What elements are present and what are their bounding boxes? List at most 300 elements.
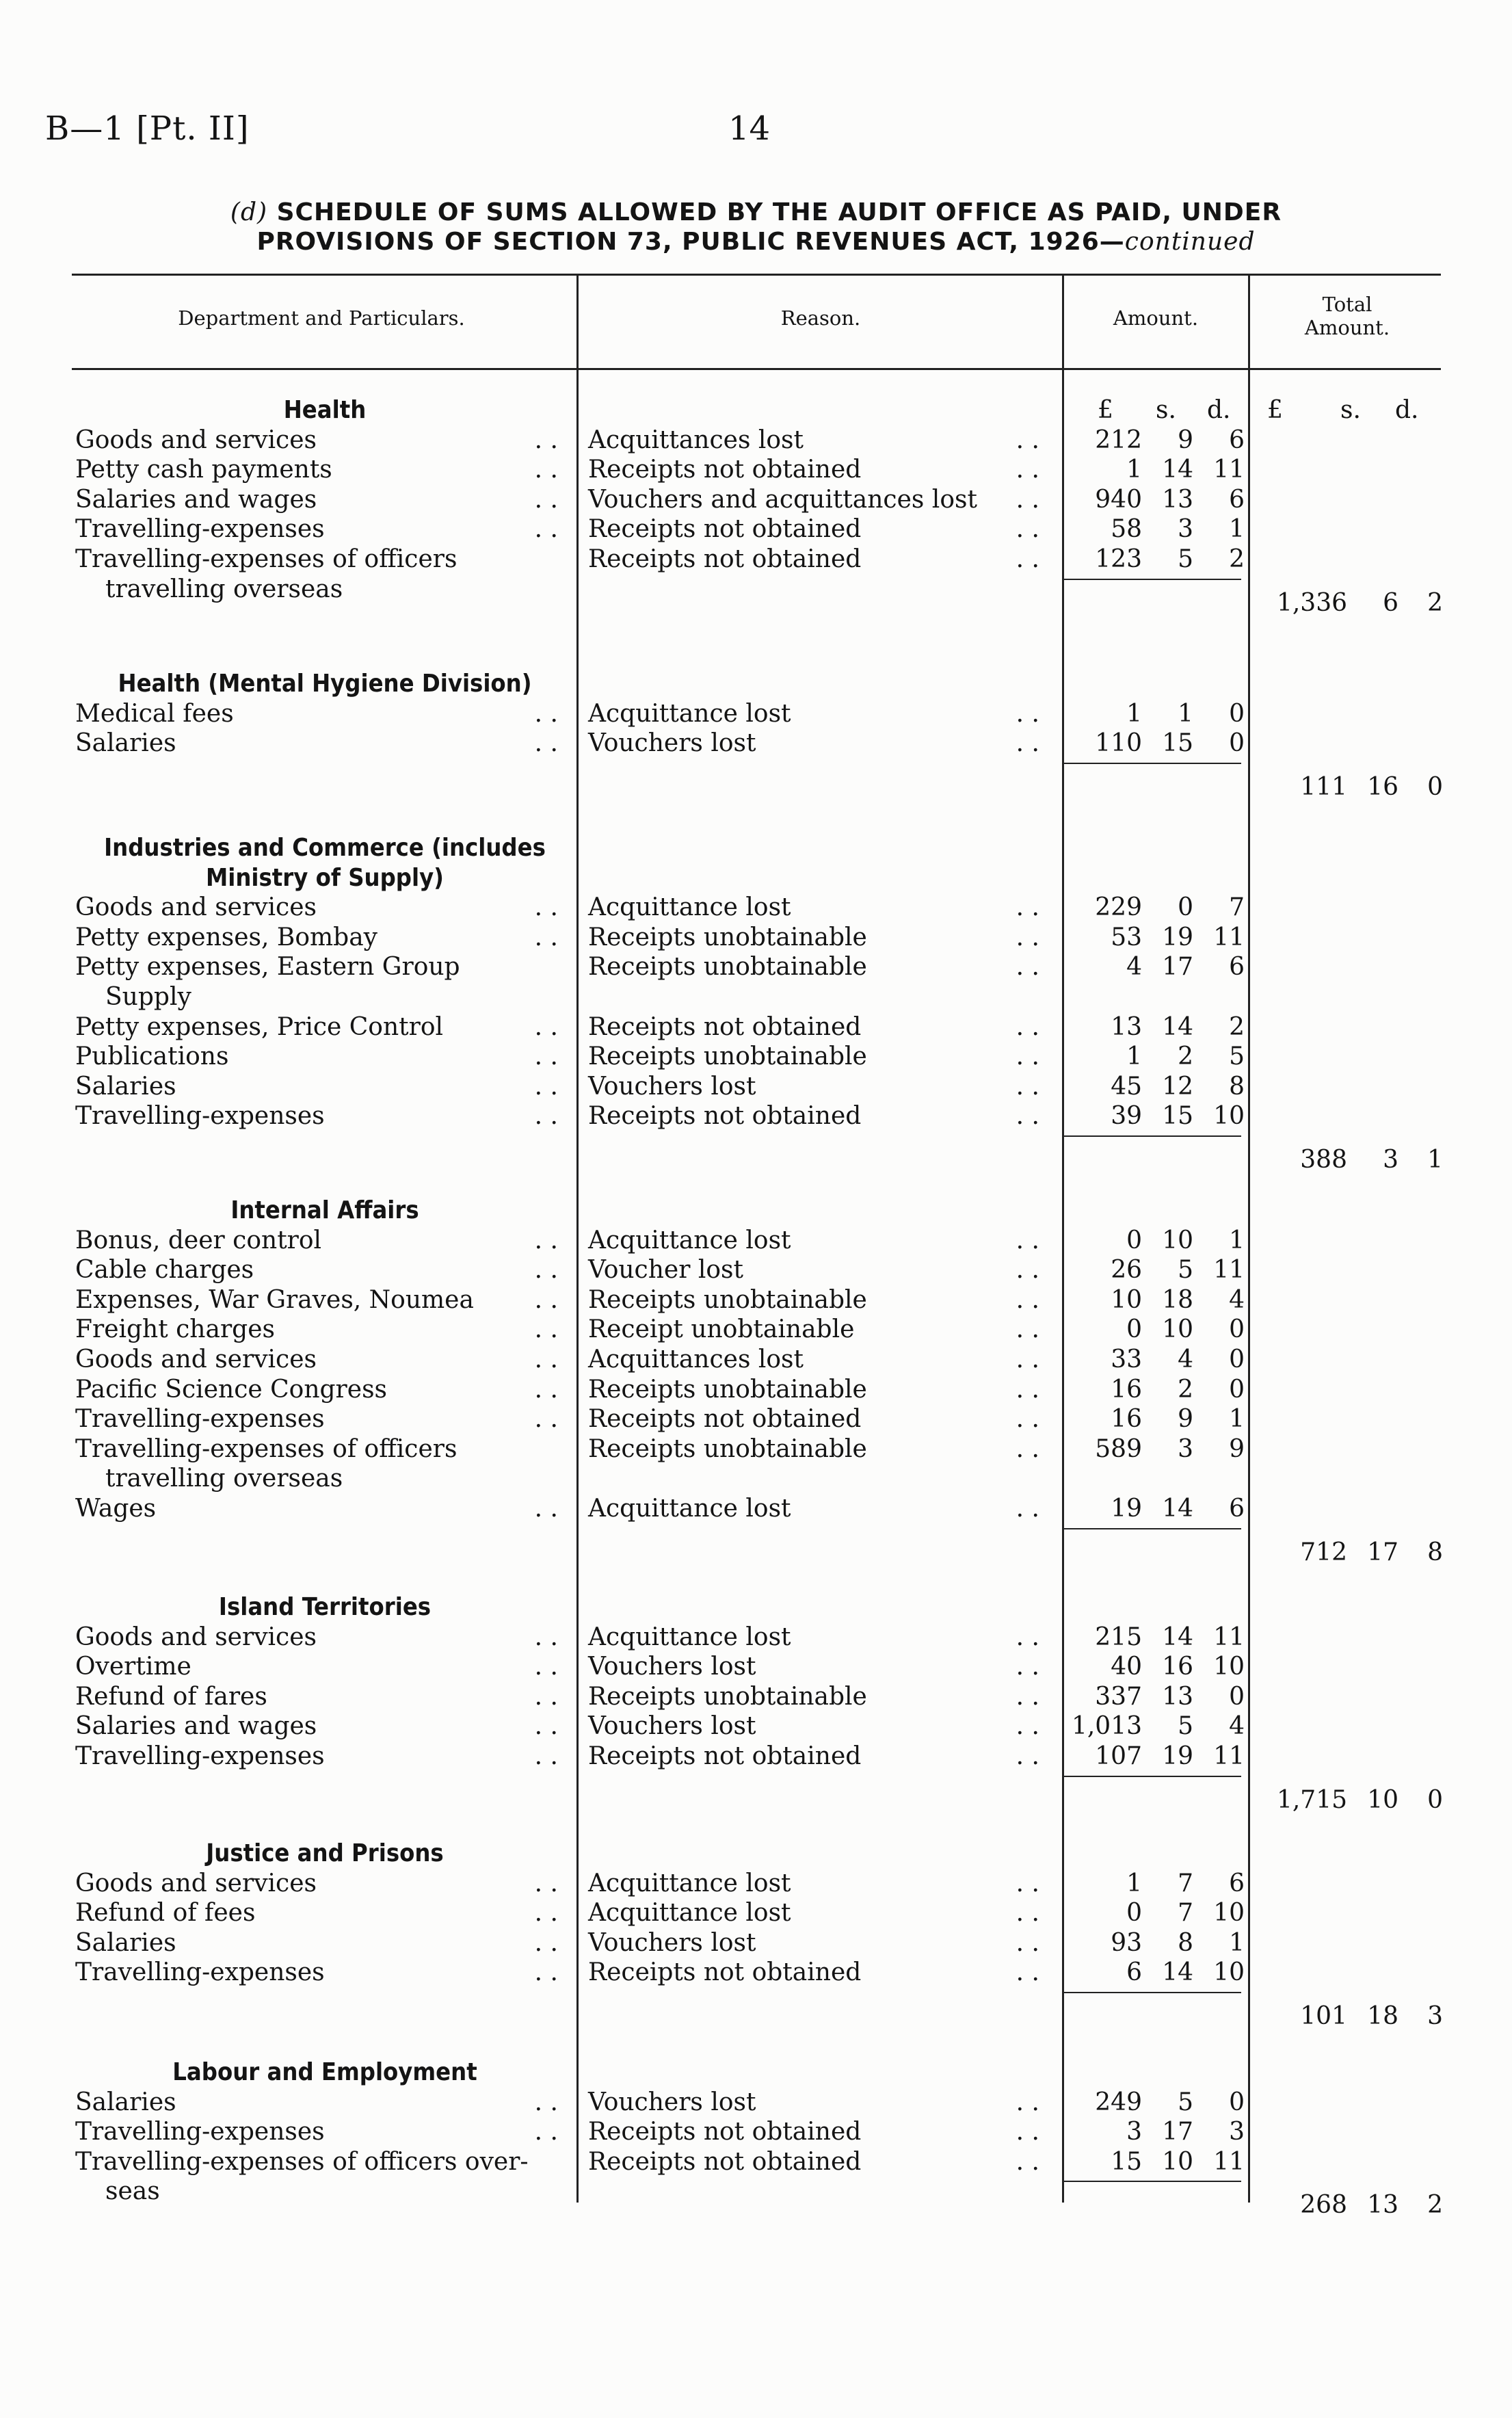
- section-title: Industries and Commerce (includes: [104, 834, 546, 862]
- leader-dots: . .: [534, 425, 558, 454]
- row-reason: Acquittance lost . .: [588, 1869, 1039, 1897]
- amount-pence: 11: [1213, 1742, 1245, 1770]
- amount-pounds: 337: [1095, 1682, 1142, 1711]
- row-particulars-continued: travelling overseas: [105, 575, 343, 603]
- row-particulars: Travelling-expenses . .: [75, 1102, 558, 1131]
- header-reason: Reason.: [780, 306, 861, 330]
- row-particulars: Refund of fares . .: [75, 1682, 558, 1711]
- leader-dots: . .: [534, 1682, 558, 1711]
- row-reason: Receipts unobtainable . .: [588, 1375, 1039, 1404]
- total-shillings: 3: [1383, 1146, 1398, 1174]
- leader-dots: . .: [1016, 456, 1039, 484]
- row-reason: Acquittance lost . .: [588, 1226, 1039, 1254]
- row-particulars: Goods and services . .: [75, 1869, 558, 1897]
- row-particulars: Petty cash payments . .: [75, 456, 558, 484]
- row-particulars: Refund of fees . .: [75, 1899, 558, 1928]
- unit-pound: £: [1098, 396, 1113, 424]
- amount-shillings: 13: [1162, 485, 1193, 514]
- row-reason: Vouchers lost . .: [588, 1072, 1039, 1101]
- unit-total-pence: d.: [1395, 396, 1419, 424]
- leader-dots: . .: [1016, 545, 1039, 573]
- header-bottom-rule: [72, 368, 1441, 370]
- leader-dots: . .: [534, 1256, 558, 1285]
- amount-shillings: 7: [1178, 1899, 1193, 1928]
- total-pounds: 1,336: [1276, 588, 1347, 617]
- amount-shillings: 14: [1162, 1495, 1193, 1523]
- amount-pounds: 58: [1111, 515, 1142, 544]
- row-reason: Voucher lost . .: [588, 1256, 1039, 1285]
- amount-shillings: 17: [1162, 953, 1193, 982]
- row-reason: Receipts unobtainable . .: [588, 953, 1039, 982]
- amount-pounds: 19: [1111, 1495, 1142, 1523]
- amount-pence: 0: [1229, 699, 1245, 728]
- amount-shillings: 10: [1162, 1226, 1193, 1254]
- leader-dots: . .: [534, 923, 558, 951]
- row-particulars: Travelling-expenses of officers over-: [75, 2147, 529, 2176]
- amount-pence: 3: [1229, 2118, 1245, 2146]
- leader-dots: . .: [534, 1405, 558, 1434]
- subtotal-rule: [1063, 1776, 1241, 1777]
- amount-pounds: 229: [1095, 893, 1142, 922]
- row-particulars-continued: seas: [105, 2177, 160, 2206]
- amount-pounds: 1: [1126, 456, 1142, 484]
- row-reason: Acquittance lost . .: [588, 1899, 1039, 1928]
- leader-dots: . .: [534, 1869, 558, 1897]
- amount-pence: 5: [1229, 1042, 1245, 1071]
- leader-dots: . .: [534, 1375, 558, 1404]
- amount-shillings: 14: [1162, 1958, 1193, 1987]
- leader-dots: . .: [534, 1285, 558, 1314]
- page-number: 14: [728, 109, 771, 148]
- row-reason: Vouchers lost . .: [588, 1653, 1039, 1681]
- amount-pounds: 123: [1095, 545, 1142, 573]
- leader-dots: . .: [1016, 893, 1039, 922]
- row-reason: Receipt unobtainable . .: [588, 1315, 1039, 1344]
- amount-pence: 8: [1229, 1072, 1245, 1101]
- row-particulars: Salaries . .: [75, 1928, 558, 1957]
- total-pence: 2: [1427, 2191, 1443, 2220]
- section-title-line-2: Ministry of Supply): [206, 863, 444, 892]
- leader-dots: . .: [534, 1495, 558, 1523]
- leader-dots: . .: [534, 485, 558, 514]
- total-pounds: 712: [1300, 1538, 1347, 1566]
- unit-pence: d.: [1207, 396, 1231, 424]
- amount-pence: 11: [1213, 456, 1245, 484]
- amount-pence: 0: [1229, 1315, 1245, 1344]
- amount-shillings: 8: [1178, 1928, 1193, 1957]
- row-reason: Receipts not obtained . .: [588, 515, 1039, 544]
- amount-shillings: 9: [1178, 425, 1193, 454]
- row-particulars: Expenses, War Graves, Noumea . .: [75, 1285, 558, 1314]
- leader-dots: . .: [1016, 1899, 1039, 1928]
- leader-dots: . .: [534, 515, 558, 544]
- leader-dots: . .: [534, 1742, 558, 1770]
- unit-total-shilling: s.: [1340, 396, 1361, 424]
- total-pence: 3: [1427, 2002, 1443, 2030]
- row-particulars: Travelling-expenses of officers: [75, 545, 457, 573]
- header-total-line-1: Total: [1322, 293, 1372, 316]
- row-particulars: Salaries and wages . .: [75, 1712, 558, 1741]
- leader-dots: . .: [534, 1012, 558, 1041]
- amount-pounds: 33: [1111, 1345, 1142, 1374]
- amount-pence: 1: [1229, 1405, 1245, 1434]
- leader-dots: . .: [1016, 1682, 1039, 1711]
- row-reason: Vouchers and acquittances lost . .: [588, 485, 1039, 514]
- total-pence: 0: [1427, 1785, 1443, 1814]
- leader-dots: . .: [1016, 2147, 1039, 2176]
- row-reason: Receipts not obtained . .: [588, 1012, 1039, 1041]
- leader-dots: . .: [1016, 1742, 1039, 1770]
- amount-shillings: 5: [1178, 2088, 1193, 2116]
- amount-pounds: 0: [1126, 1315, 1142, 1344]
- amount-pence: 1: [1229, 1226, 1245, 1254]
- amount-pounds: 16: [1111, 1405, 1142, 1434]
- section-title: Internal Affairs: [230, 1196, 419, 1224]
- amount-pence: 6: [1229, 485, 1245, 514]
- title-suffix: continued: [1124, 228, 1256, 256]
- row-reason: Receipts not obtained . .: [588, 1742, 1039, 1770]
- amount-shillings: 7: [1178, 1869, 1193, 1897]
- amount-pounds: 39: [1111, 1102, 1142, 1131]
- leader-dots: . .: [534, 893, 558, 922]
- row-particulars: Goods and services . .: [75, 1345, 558, 1374]
- leader-dots: . .: [1016, 1226, 1039, 1254]
- subtotal-rule: [1063, 1528, 1241, 1529]
- header-total: [1258, 293, 1436, 339]
- amount-shillings: 15: [1162, 1102, 1193, 1131]
- header-department: Department and Particulars.: [178, 306, 465, 330]
- section-title: Health (Mental Hygiene Division): [118, 670, 532, 698]
- leader-dots: . .: [534, 1928, 558, 1957]
- amount-shillings: 17: [1162, 2118, 1193, 2146]
- amount-pounds: 53: [1111, 923, 1142, 951]
- header-total-line-2: Amount.: [1304, 316, 1390, 339]
- leader-dots: . .: [1016, 699, 1039, 728]
- amount-shillings: 3: [1178, 1434, 1193, 1463]
- row-reason: Receipts unobtainable . .: [588, 1042, 1039, 1071]
- total-pounds: 1,715: [1276, 1785, 1347, 1814]
- amount-pence: 1: [1229, 1928, 1245, 1957]
- amount-pounds: 107: [1095, 1742, 1142, 1770]
- row-reason: Receipts unobtainable . .: [588, 923, 1039, 951]
- leader-dots: . .: [1016, 953, 1039, 982]
- table-top-rule: [72, 274, 1441, 276]
- section-title: Labour and Employment: [172, 2058, 477, 2086]
- leader-dots: . .: [534, 1622, 558, 1651]
- row-reason: Receipts not obtained . .: [588, 2118, 1039, 2146]
- leader-dots: . .: [1016, 425, 1039, 454]
- row-particulars: Bonus, deer control . .: [75, 1226, 558, 1254]
- amount-shillings: 19: [1162, 1742, 1193, 1770]
- unit-shilling: s.: [1156, 396, 1176, 424]
- leader-dots: . .: [1016, 923, 1039, 951]
- row-particulars: Wages . .: [75, 1495, 558, 1523]
- section-title: Island Territories: [218, 1593, 432, 1621]
- title-line-2: PROVISIONS OF SECTION 73, PUBLIC REVENUES ACT, 1926—: [256, 228, 1125, 256]
- total-pounds: 101: [1300, 2002, 1347, 2030]
- amount-shillings: 5: [1178, 1256, 1193, 1285]
- total-pence: 2: [1427, 588, 1443, 617]
- amount-pounds: 1: [1126, 1869, 1142, 1897]
- amount-pence: 10: [1213, 1958, 1245, 1987]
- amount-pounds: 0: [1126, 1899, 1142, 1928]
- amount-shillings: 14: [1162, 456, 1193, 484]
- leader-dots: . .: [1016, 1256, 1039, 1285]
- amount-pounds: 110: [1095, 729, 1142, 758]
- amount-pounds: 10: [1111, 1285, 1142, 1314]
- amount-pence: 11: [1213, 923, 1245, 951]
- amount-pence: 6: [1229, 1869, 1245, 1897]
- amount-pounds: 3: [1126, 2118, 1142, 2146]
- leader-dots: . .: [534, 1042, 558, 1071]
- leader-dots: . .: [1016, 2088, 1039, 2116]
- row-particulars: Salaries . .: [75, 1072, 558, 1101]
- amount-pounds: 45: [1111, 1072, 1142, 1101]
- leader-dots: . .: [534, 1102, 558, 1131]
- row-particulars: Travelling-expenses . .: [75, 1958, 558, 1987]
- leader-dots: . .: [1016, 729, 1039, 758]
- leader-dots: . .: [534, 729, 558, 758]
- row-particulars: Salaries . .: [75, 729, 558, 758]
- section-title: Health: [283, 396, 367, 424]
- amount-pounds: 212: [1095, 425, 1142, 454]
- amount-pence: 0: [1229, 1682, 1245, 1711]
- amount-pounds: 1,013: [1071, 1712, 1142, 1741]
- amount-pence: 10: [1213, 1899, 1245, 1928]
- amount-pounds: 40: [1111, 1653, 1142, 1681]
- total-pounds: 388: [1300, 1146, 1347, 1174]
- leader-dots: . .: [1016, 1928, 1039, 1957]
- leader-dots: . .: [534, 456, 558, 484]
- row-particulars: Publications . .: [75, 1042, 558, 1071]
- amount-shillings: 0: [1178, 893, 1193, 922]
- row-particulars: Travelling-expenses . .: [75, 515, 558, 544]
- amount-pence: 6: [1229, 425, 1245, 454]
- leader-dots: . .: [1016, 1495, 1039, 1523]
- amount-pence: 2: [1229, 545, 1245, 573]
- leader-dots: . .: [1016, 1622, 1039, 1651]
- leader-dots: . .: [1016, 1285, 1039, 1314]
- schedule-title-continued: [0, 228, 1512, 256]
- amount-pence: 1: [1229, 515, 1245, 544]
- total-pence: 0: [1427, 772, 1443, 801]
- amount-shillings: 9: [1178, 1405, 1193, 1434]
- row-particulars-continued: Supply: [105, 983, 191, 1011]
- leader-dots: . .: [534, 2088, 558, 2116]
- subtotal-rule: [1063, 1135, 1241, 1137]
- row-reason: Receipts unobtainable . .: [588, 1434, 1039, 1463]
- title-line-1: SCHEDULE OF SUMS ALLOWED BY THE AUDIT OFFICE AS PAID, UNDER: [276, 198, 1282, 226]
- amount-pence: 6: [1229, 1495, 1245, 1523]
- amount-shillings: 12: [1162, 1072, 1193, 1101]
- amount-pence: 4: [1229, 1285, 1245, 1314]
- leader-dots: . .: [534, 1345, 558, 1374]
- amount-pence: 10: [1213, 1653, 1245, 1681]
- page-reference: B—1 [Pt. II]: [45, 109, 250, 148]
- row-reason: Acquittance lost . .: [588, 1495, 1039, 1523]
- row-particulars: Overtime . .: [75, 1653, 558, 1681]
- leader-dots: . .: [534, 2118, 558, 2146]
- amount-pounds: 589: [1095, 1434, 1142, 1463]
- leader-dots: . .: [534, 1899, 558, 1928]
- row-particulars: Petty expenses, Bombay . .: [75, 923, 558, 951]
- row-reason: Vouchers lost . .: [588, 1928, 1039, 1957]
- row-reason: Vouchers lost . .: [588, 1712, 1039, 1741]
- amount-pence: 0: [1229, 729, 1245, 758]
- row-reason: Receipts not obtained . .: [588, 1958, 1039, 1987]
- row-reason: Acquittance lost . .: [588, 893, 1039, 922]
- leader-dots: . .: [1016, 515, 1039, 544]
- amount-shillings: 15: [1162, 729, 1193, 758]
- row-reason: Vouchers lost . .: [588, 729, 1039, 758]
- leader-dots: . .: [1016, 1012, 1039, 1041]
- leader-dots: . .: [534, 1712, 558, 1741]
- row-particulars: Travelling-expenses . .: [75, 1405, 558, 1434]
- total-pounds: 111: [1300, 772, 1347, 801]
- row-reason: Receipts not obtained . .: [588, 2147, 1039, 2176]
- amount-pence: 0: [1229, 1345, 1245, 1374]
- amount-pence: 0: [1229, 1375, 1245, 1404]
- leader-dots: . .: [1016, 1712, 1039, 1741]
- row-particulars: Travelling-expenses . .: [75, 2118, 558, 2146]
- amount-pounds: 940: [1095, 485, 1142, 514]
- row-reason: Receipts not obtained . .: [588, 545, 1039, 573]
- title-prefix: (d): [230, 198, 268, 226]
- amount-shillings: 5: [1178, 545, 1193, 573]
- leader-dots: . .: [1016, 1345, 1039, 1374]
- amount-shillings: 14: [1162, 1622, 1193, 1651]
- leader-dots: . .: [1016, 1405, 1039, 1434]
- amount-shillings: 2: [1178, 1042, 1193, 1071]
- column-divider-total: [1248, 274, 1250, 2203]
- amount-pence: 10: [1213, 1102, 1245, 1131]
- amount-pence: 11: [1213, 2147, 1245, 2176]
- amount-pounds: 26: [1111, 1256, 1142, 1285]
- leader-dots: . .: [534, 1958, 558, 1987]
- row-particulars: Cable charges . .: [75, 1256, 558, 1285]
- row-particulars: Goods and services . .: [75, 893, 558, 922]
- leader-dots: . .: [1016, 1958, 1039, 1987]
- row-reason: Acquittances lost . .: [588, 425, 1039, 454]
- amount-pounds: 93: [1111, 1928, 1142, 1957]
- schedule-title: [0, 198, 1512, 226]
- amount-pence: 6: [1229, 953, 1245, 982]
- amount-shillings: 19: [1162, 923, 1193, 951]
- row-reason: Receipts not obtained . .: [588, 456, 1039, 484]
- total-pounds: 268: [1300, 2191, 1347, 2220]
- amount-shillings: 16: [1162, 1653, 1193, 1681]
- row-reason: Receipts not obtained . .: [588, 1405, 1039, 1434]
- row-particulars: Freight charges . .: [75, 1315, 558, 1344]
- total-shillings: 6: [1383, 588, 1398, 617]
- row-particulars: Travelling-expenses . .: [75, 1742, 558, 1770]
- leader-dots: . .: [1016, 1375, 1039, 1404]
- amount-pence: 11: [1213, 1622, 1245, 1651]
- total-shillings: 17: [1367, 1538, 1398, 1566]
- row-reason: Vouchers lost . .: [588, 2088, 1039, 2116]
- amount-shillings: 18: [1162, 1285, 1193, 1314]
- leader-dots: . .: [1016, 1434, 1039, 1463]
- row-particulars: Goods and services . .: [75, 425, 558, 454]
- leader-dots: . .: [534, 1072, 558, 1101]
- amount-pence: 4: [1229, 1712, 1245, 1741]
- row-reason: Acquittances lost . .: [588, 1345, 1039, 1374]
- leader-dots: . .: [534, 1315, 558, 1344]
- unit-total-pound: £: [1267, 396, 1283, 424]
- leader-dots: . .: [1016, 1072, 1039, 1101]
- leader-dots: . .: [1016, 1102, 1039, 1131]
- leader-dots: . .: [1016, 485, 1039, 514]
- amount-pence: 7: [1229, 893, 1245, 922]
- row-particulars: Petty expenses, Price Control . .: [75, 1012, 558, 1041]
- amount-pounds: 249: [1095, 2088, 1142, 2116]
- amount-pounds: 0: [1126, 1226, 1142, 1254]
- row-particulars: Goods and services . .: [75, 1622, 558, 1651]
- leader-dots: . .: [534, 699, 558, 728]
- leader-dots: . .: [1016, 2118, 1039, 2146]
- section-title: Justice and Prisons: [206, 1839, 444, 1867]
- amount-pounds: 215: [1095, 1622, 1142, 1651]
- leader-dots: . .: [1016, 1869, 1039, 1897]
- amount-pounds: 15: [1111, 2147, 1142, 2176]
- row-particulars-continued: travelling overseas: [105, 1464, 343, 1493]
- row-particulars: Salaries . .: [75, 2088, 558, 2116]
- row-particulars: Pacific Science Congress . .: [75, 1375, 558, 1404]
- total-shillings: 13: [1367, 2191, 1398, 2220]
- amount-pounds: 4: [1126, 953, 1142, 982]
- amount-pence: 11: [1213, 1256, 1245, 1285]
- amount-pounds: 13: [1111, 1012, 1142, 1041]
- leader-dots: . .: [1016, 1653, 1039, 1681]
- subtotal-rule: [1063, 1992, 1241, 1993]
- header-amount: Amount.: [1113, 306, 1199, 330]
- amount-shillings: 1: [1178, 699, 1193, 728]
- total-pence: 8: [1427, 1538, 1443, 1566]
- total-shillings: 16: [1367, 772, 1398, 801]
- amount-shillings: 5: [1178, 1712, 1193, 1741]
- row-reason: Receipts unobtainable . .: [588, 1285, 1039, 1314]
- row-particulars: Petty expenses, Eastern Group: [75, 953, 460, 982]
- amount-shillings: 14: [1162, 1012, 1193, 1041]
- leader-dots: . .: [1016, 1315, 1039, 1344]
- amount-pence: 2: [1229, 1012, 1245, 1041]
- leader-dots: . .: [534, 1653, 558, 1681]
- amount-pence: 0: [1229, 2088, 1245, 2116]
- row-reason: Receipts not obtained . .: [588, 1102, 1039, 1131]
- subtotal-rule: [1063, 2181, 1241, 2182]
- row-reason: Acquittance lost . .: [588, 1622, 1039, 1651]
- row-reason: Receipts unobtainable . .: [588, 1682, 1039, 1711]
- subtotal-rule: [1063, 579, 1241, 580]
- row-reason: Acquittance lost . .: [588, 699, 1039, 728]
- row-particulars: Salaries and wages . .: [75, 485, 558, 514]
- amount-shillings: 3: [1178, 515, 1193, 544]
- column-divider-amount: [1062, 274, 1064, 2203]
- subtotal-rule: [1063, 763, 1241, 764]
- total-shillings: 10: [1367, 1785, 1398, 1814]
- amount-pounds: 1: [1126, 699, 1142, 728]
- amount-shillings: 4: [1178, 1345, 1193, 1374]
- row-particulars: Medical fees . .: [75, 699, 558, 728]
- amount-pence: 9: [1229, 1434, 1245, 1463]
- column-divider-reason: [576, 274, 579, 2203]
- row-particulars: Travelling-expenses of officers: [75, 1434, 457, 1463]
- total-shillings: 18: [1367, 2002, 1398, 2030]
- amount-pounds: 6: [1126, 1958, 1142, 1987]
- amount-shillings: 13: [1162, 1682, 1193, 1711]
- total-pence: 1: [1427, 1146, 1443, 1174]
- leader-dots: . .: [534, 1226, 558, 1254]
